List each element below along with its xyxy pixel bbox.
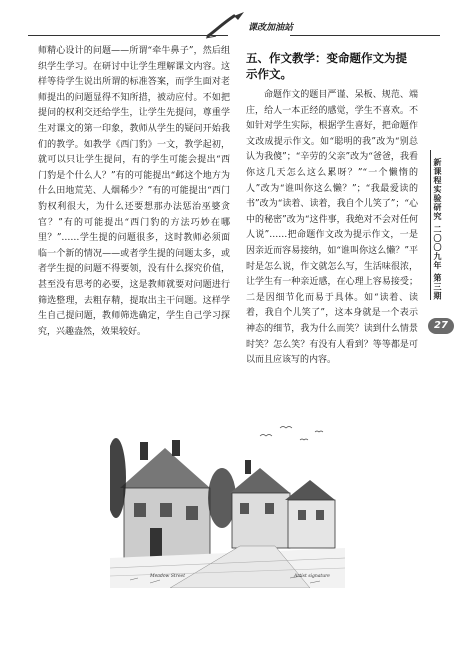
page-header [0,0,467,40]
section-title: 五、作文教学：变命题作文为提示作文。 [246,51,407,81]
illustration-signature: Artist signature [294,574,330,579]
illustration-caption: Meadow Street [150,574,186,579]
right-column [246,50,418,369]
left-column-text: 师精心设计的问题——所谓“牵牛鼻子”，然后组织学生学习。在研讨中让学生理解课文内容。这样等待学生说出所谓的标准答案，而学生面对老师提出的问题显得不知所措，被动应付。不如把提问的权利交还给学生，让学生先提问，尊重学生对课文的第一印象，教师从学生的疑问开始我们的教学。如教学《西门豹》一文，教学起初，就可以只让学生提问，有的学生可能会提出“西门豹是个什么人？”有的可能提出“邺这个地方为什么田地荒芜、人烟稀少？”有的可能提出“西门豹权利很大，为什么还要想那办法惩治巫婆贪官？”有的可能提出“西门豹的方法巧妙在哪里？”……学生提的问题很多，这时教师必须面临一个新的情况——或者学生提的问题太多，或者学生提的问题不得要领，没有什么探究价值，甚至没有思考的必要，这是教师就要对问题进行筛选整理，去粗存精，提取出主干问题。这样学生自己提问题，教师筛选确定，学生自己学习探究，兴趣盎然，效果较好。 [38,46,230,337]
right-column-text: 命题作文的题目严谨、呆板、规范、端庄，给人一本正经的感觉，学生不喜欢。不如针对学生实际，根据学生喜好，把命题作文改成提示作文。如“聪明的我”改为“别总认为我傻”；“辛劳的父亲”改为“爸爸，我看你这几天怎么这么累呀？”“一个懒惰的人”改为“谁叫你这么懒？”；“我最爱读的书”改为“读着、读着，我自个儿笑了”；“心中的秘密”改为“这件事，我绝对不会对任何人说”……把命题作文改为提示作文，一是因亲近而容易接纳，如“谁叫你这么懒？”平时是怎么说，作文就怎么写，生活味很浓，让学生有一种亲近感，在心理上容易接受；二是因细节化而易于具体。如“读着、读着，我自个儿笑了”，这本身就是一个表示神态的细节，我为什么而笑？读到什么情景时笑？怎么笑？有没有人看到？等等都是可以而且应该写的内容。 [246,90,418,366]
header-label: 课改加油站 [248,23,294,33]
street-sketch-illustration [110,418,345,588]
left-column [38,44,230,340]
page-number: 27 [428,318,454,334]
journal-info: 新课程实验研究 二〇〇九年 第三期 [433,158,442,301]
header-rule [290,35,440,36]
header-rule [28,35,228,36]
